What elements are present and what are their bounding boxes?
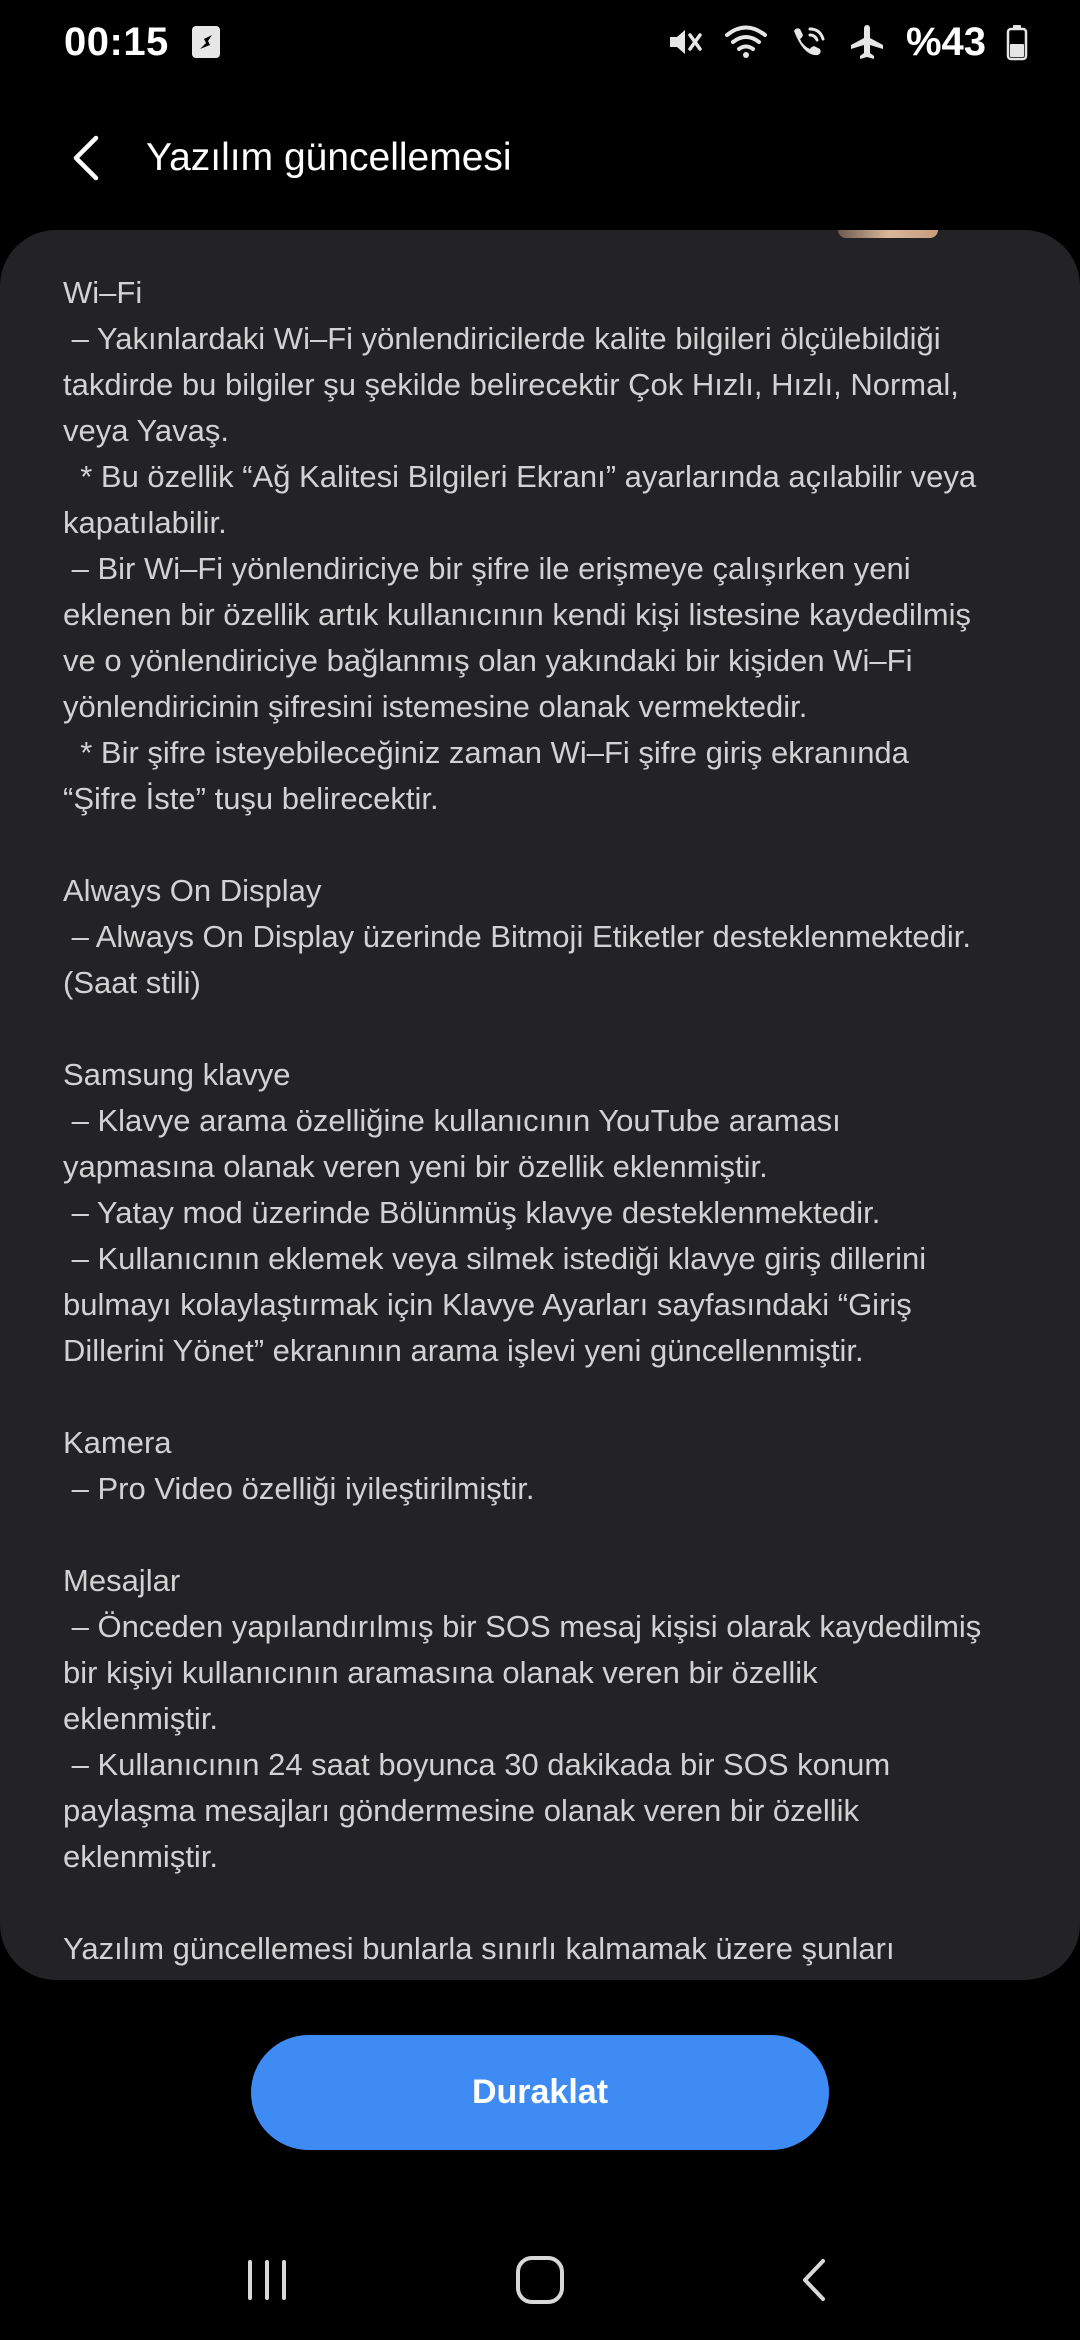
release-note-line: kapatılabilir. [63,505,227,540]
recents-icon [242,2258,292,2302]
release-note-line [63,1880,1033,1926]
release-note-line [63,822,1033,868]
release-note-line: bir kişiyi kullanıcının aramasına olanak veren bir özellik [63,1655,818,1690]
app-bar [0,108,1080,208]
release-note-line [63,1512,1033,1558]
airplane-icon [848,23,886,61]
battery-percentage: %43 [905,19,986,64]
release-note-line: Mesajlar [63,1563,181,1598]
release-note-line: * Bir şifre isteyebileceğiniz zaman Wi‒Fi şifre giriş ekranında [63,735,909,770]
wifi-icon [724,23,768,61]
release-note-line: yönlendiricinin şifresini istemesine olanak vermektedir. [63,689,808,724]
release-note-line: (Saat stili) [63,965,201,1000]
release-note-line: Kamera [63,1425,172,1460]
release-note-line: ve o yönlendiriciye bağlanmış olan yakındaki bir kişiden Wi‒Fi [63,643,913,678]
release-note-line: yapmasına olanak veren yeni bir özellik eklenmiştir. [63,1149,768,1184]
release-note-line: ‒ Bir Wi‒Fi yönlendiriciye bir şifre ile erişmeye çalışırken yeni [63,551,911,586]
release-note-line: eklenmiştir. [63,1839,219,1874]
release-note-line: ‒ Pro Video özelliği iyileştirilmiştir. [63,1471,535,1506]
notification-icon [191,25,221,59]
release-note-line: * Bu özellik “Ağ Kalitesi Bilgileri Ekranı” ayarlarında açılabilir veya [63,459,977,494]
battery-icon [1006,23,1028,61]
nav-back-button[interactable] [753,2230,873,2330]
navigation-bar [0,2220,1080,2340]
release-note-line: Always On Display [63,873,322,908]
release-note-line: ‒ Klavye arama özelliğine kullanıcının YouTube araması [63,1103,841,1138]
card-peek-image [838,230,938,238]
pause-button[interactable]: Duraklat [251,2035,829,2150]
back-button[interactable] [36,108,136,208]
release-note-line: ‒ Yakınlardaki Wi‒Fi yönlendiricilerde kalite bilgileri ölçülebildiği [63,321,941,356]
release-note-line: “Şifre İste” tuşu belirecektir. [63,781,439,816]
release-notes-card[interactable] [0,230,1080,1980]
release-note-line: Samsung klavye [63,1057,291,1092]
release-note-line: eklenmiştir. [63,1701,219,1736]
release-note-line: ‒ Yatay mod üzerinde Bölünmüş klavye desteklenmektedir. [63,1195,881,1230]
release-note-line: ‒ Always On Display üzerinde Bitmoji Etiketler desteklenmektedir. [63,919,972,954]
release-note-line: Dillerini Yönet” ekranının arama işlevi yeni güncellenmiştir. [63,1333,864,1368]
release-note-line: Yazılım güncellemesi bunlarla sınırlı kalmamak üzere şunları [63,1931,895,1966]
release-note-line: ‒ Kullanıcının 24 saat boyunca 30 dakikada bir SOS konum [63,1747,891,1782]
release-note-line: paylaşma mesajları göndermesine olanak veren bir özellik [63,1793,860,1828]
release-notes-text [63,270,1033,1972]
release-note-line [63,1374,1033,1420]
release-note-line: eklenen bir özellik artık kullanıcının kendi kişi listesine kaydedilmiş [63,597,972,632]
recents-button[interactable] [207,2230,327,2330]
release-note-line: Wi‒Fi [63,275,143,310]
status-time: 00:15 [64,19,169,64]
home-icon [514,2254,566,2306]
release-note-line: takdirde bu bilgiler şu şekilde belirecektir Çok Hızlı, Hızlı, Normal, [63,367,959,402]
home-button[interactable] [480,2230,600,2330]
nav-back-icon [795,2255,831,2305]
release-note-line: ‒ Önceden yapılandırılmış bir SOS mesaj kişisi olarak kaydedilmiş [63,1609,982,1644]
release-note-line: bulmayı kolaylaştırmak için Klavye Ayarları sayfasındaki “Giriş [63,1287,912,1322]
release-note-line: veya Yavaş. [63,413,230,448]
page-title: Yazılım güncellemesi [146,136,512,179]
mute-icon [666,23,704,61]
status-right [666,20,1028,65]
status-bar [0,0,1080,84]
wifi-calling-icon [788,23,828,61]
release-note-line [63,1006,1033,1052]
release-note-line: ‒ Kullanıcının eklemek veya silmek istediği klavye giriş dillerini [63,1241,927,1276]
status-left [64,20,221,65]
back-arrow-icon [66,133,106,183]
